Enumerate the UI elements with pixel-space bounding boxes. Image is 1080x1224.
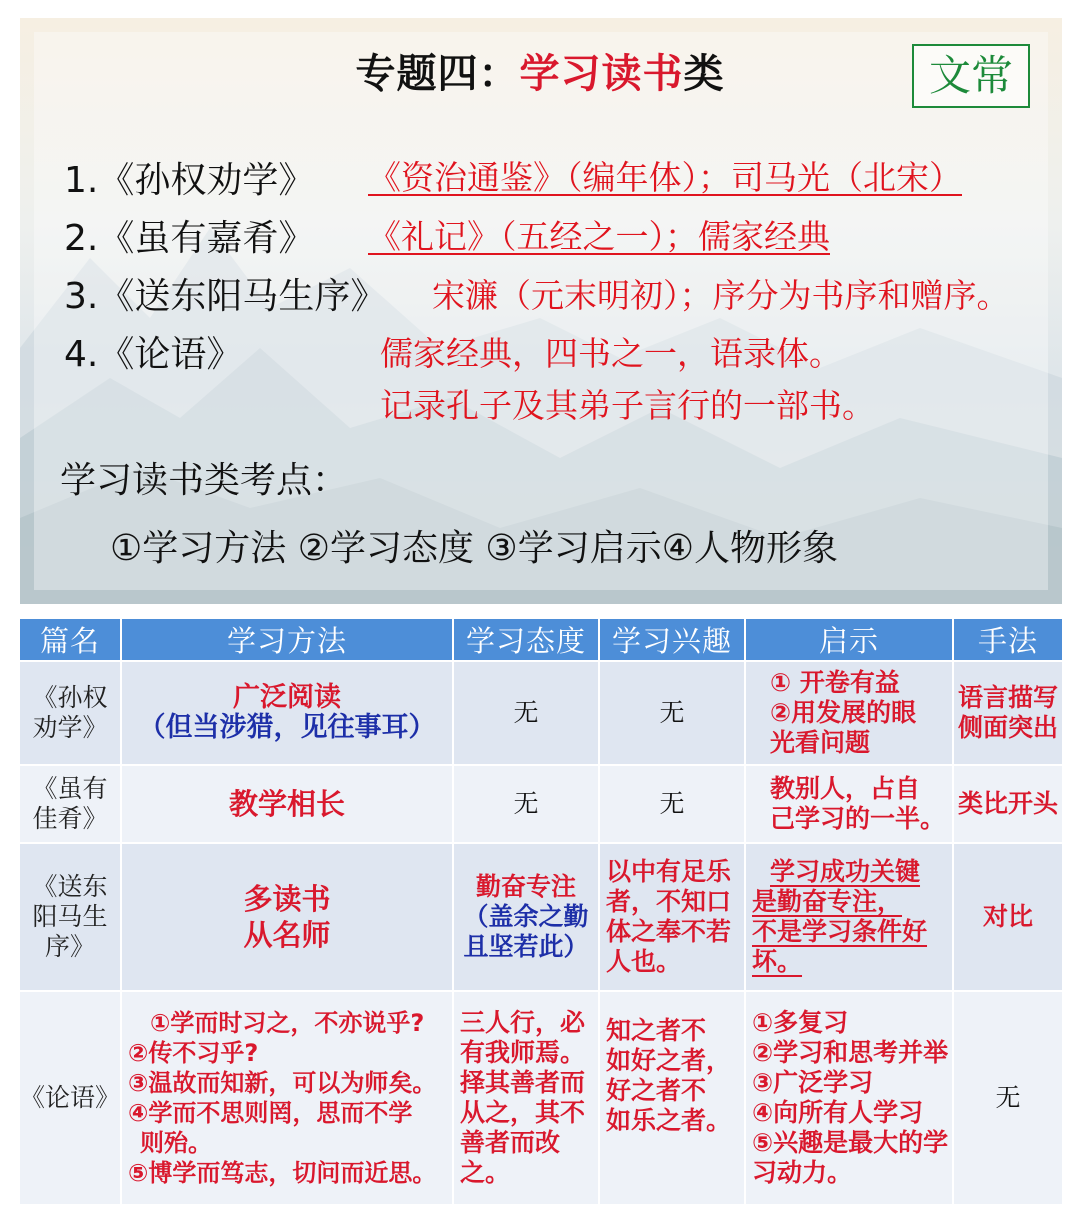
row-title-line: 阳马生	[32, 902, 108, 931]
row-title-cell	[19, 843, 121, 991]
header-insight: 启示	[745, 618, 953, 661]
interest-line: 知之者不	[606, 1016, 707, 1045]
insight-line: 教别人，占自	[770, 774, 921, 803]
header-title: 篇名	[19, 618, 121, 661]
attitude-line: 有我师焉。	[460, 1038, 586, 1067]
attitude-cell: 无	[453, 765, 599, 843]
work-note-4-line-1: 儒家经典，四书之一，语录体。	[380, 334, 842, 373]
header-attitude: 学习态度	[453, 618, 599, 661]
attitude-line: 且坚若此）	[463, 932, 589, 961]
method-line: 从名师	[243, 918, 331, 952]
exam-points-list: ①学习方法 ②学习态度 ③学习启示④人物形象	[110, 528, 838, 569]
insight-line: ②用发展的眼	[770, 698, 917, 727]
insight-line: 光看问题	[770, 728, 871, 757]
category-badge: 文常	[912, 44, 1030, 108]
title-prefix: 专题四：	[355, 51, 520, 97]
work-item-3: 3.《送东阳马生序》	[64, 276, 387, 317]
insight-cell	[745, 843, 953, 991]
method-line: 多读书	[243, 882, 331, 916]
study-comparison-table	[18, 617, 1064, 1206]
title-suffix: 类	[683, 51, 725, 97]
row-title-cell	[19, 661, 121, 765]
interest-line: 体之奉不若	[606, 917, 732, 946]
row-title-line: 《虽有	[32, 774, 108, 803]
method-line: ③温故而知新，可以为师矣。	[128, 1069, 437, 1097]
interest-cell	[599, 843, 745, 991]
interest-line: 以中有足乐	[606, 857, 732, 886]
attitude-cell: 无	[453, 661, 599, 765]
insight-cell	[745, 765, 953, 843]
method-line: 则殆。	[140, 1129, 212, 1157]
method-line: ⑤博学而笃志，切问而近思。	[128, 1159, 437, 1187]
attitude-cell	[453, 843, 599, 991]
insight-cell	[745, 661, 953, 765]
work-note-3: 宋濂（元末明初）；序分为书序和赠序。	[432, 276, 1010, 315]
attitude-cell	[453, 991, 599, 1205]
insight-line: ① 开卷有益	[770, 668, 900, 697]
method-line: （但当涉猎，见往事耳）	[138, 712, 436, 743]
work-item-1: 1.《孙权劝学》	[64, 160, 315, 201]
interest-cell: 无	[599, 661, 745, 765]
table-row	[19, 765, 1063, 843]
interest-line: 如乐之者。	[606, 1106, 732, 1135]
table-row	[19, 991, 1063, 1205]
interest-cell	[599, 991, 745, 1205]
technique-cell: 类比开头	[953, 765, 1063, 843]
insight-line: 习动力。	[752, 1158, 853, 1187]
title-highlight: 学习读书	[519, 51, 684, 97]
row-title-line: 《孙权	[32, 683, 108, 712]
attitude-line: 善者而改之。	[460, 1128, 561, 1187]
insight-line: 学习成功关键	[770, 857, 921, 886]
insight-line: ③广泛学习	[752, 1068, 874, 1097]
technique-line: 侧面突出	[957, 713, 1058, 742]
attitude-line: 勤奋专注	[475, 872, 576, 901]
method-line: 广泛阅读	[233, 682, 341, 713]
work-note-4-line-2: 记录孔子及其弟子言行的一部书。	[380, 386, 875, 425]
insight-line: ②学习和思考并举	[752, 1038, 949, 1067]
interest-line: 者，不知口	[606, 887, 732, 916]
row-title-line: 佳肴》	[32, 804, 108, 833]
insight-line: ①多复习	[752, 1008, 849, 1037]
attitude-line: 三人行，必	[460, 1008, 586, 1037]
insight-line: 不是学习条件好	[752, 917, 928, 946]
method-line: ④学而不思则罔，思而不学	[128, 1099, 413, 1127]
row-title-cell	[19, 765, 121, 843]
table-row	[19, 843, 1063, 991]
work-item-4: 4.《论语》	[64, 334, 243, 375]
insight-cell	[745, 991, 953, 1205]
attitude-line: （盖余之勤	[463, 902, 589, 931]
technique-cell: 无	[953, 991, 1063, 1205]
row-title-line: 序》	[44, 932, 95, 961]
insight-line: 己学习的一半。	[770, 804, 946, 833]
header-interest: 学习兴趣	[599, 618, 745, 661]
method-cell: 教学相长	[121, 765, 453, 843]
header-method: 学习方法	[121, 618, 453, 661]
work-item-2: 2.《虽有嘉肴》	[64, 218, 315, 259]
row-title-line: 劝学》	[32, 713, 108, 742]
insight-line: ⑤兴趣是最大的学	[752, 1128, 949, 1157]
technique-line: 语言描写	[957, 683, 1058, 712]
method-line: ②传不习乎?	[128, 1039, 259, 1067]
attitude-line: 从之，其不	[460, 1098, 586, 1127]
exam-points-title: 学习读书类考点：	[60, 460, 349, 501]
table-row	[19, 661, 1063, 765]
technique-cell	[953, 661, 1063, 765]
method-cell	[121, 661, 453, 765]
interest-line: 人也。	[606, 947, 682, 976]
technique-cell: 对比	[953, 843, 1063, 991]
method-cell	[121, 843, 453, 991]
insight-line: ④向所有人学习	[752, 1098, 924, 1127]
insight-line: 是勤奋专注，	[752, 887, 903, 916]
interest-line: 如好之者，	[606, 1046, 732, 1075]
table-header-row	[19, 618, 1063, 661]
interest-line: 好之者不	[606, 1076, 707, 1105]
row-title-line: 《送东	[32, 872, 108, 901]
attitude-line: 择其善者而	[460, 1068, 586, 1097]
method-line: ①学而时习之，不亦说乎?	[150, 1009, 425, 1037]
insight-line: 坏。	[752, 947, 803, 976]
header-technique: 手法	[953, 618, 1063, 661]
interest-cell: 无	[599, 765, 745, 843]
row-title-cell: 《论语》	[19, 991, 121, 1205]
method-cell	[121, 991, 453, 1205]
work-note-1: 《资治通鉴》（编年体）；司马光（北宋）	[368, 158, 962, 197]
work-note-2: 《礼记》（五经之一）；儒家经典	[368, 217, 830, 256]
